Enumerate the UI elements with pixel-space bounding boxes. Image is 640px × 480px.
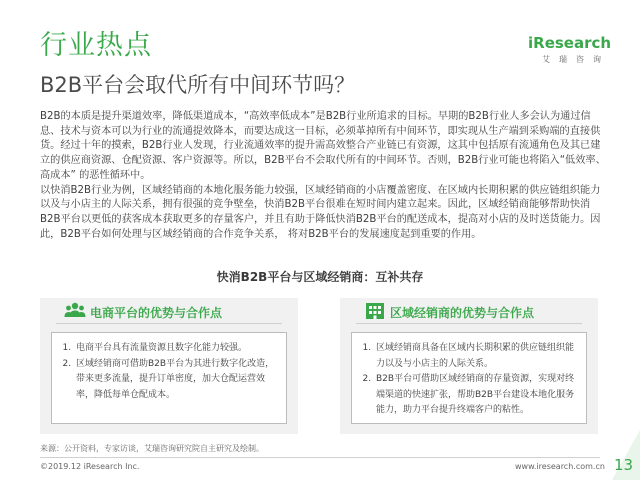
ecommerce-panel bbox=[40, 298, 298, 434]
distributor-panel-title: 区域经销商的优势与合作点 bbox=[390, 306, 535, 320]
section-heading: 快消B2B平台与区域经销商：互补共存 bbox=[216, 270, 424, 284]
page-number: 13 bbox=[614, 456, 634, 474]
ecommerce-card bbox=[51, 332, 287, 424]
ecommerce-list bbox=[60, 341, 278, 403]
ecommerce-panel-title: 电商平台的优势与合作点 bbox=[90, 306, 223, 320]
iresearch-logo bbox=[528, 34, 612, 65]
body-paragraph: 以快消B2B行业为例，区域经销商的本地化服务能力较强，区域经销商的小店覆盖密度、在区域内长期积累的供应链组织能力以及与小店主的人际关系，拥有很强的竞争壁垒，快消B2B平台很难在短时间内建立起来。因此，区域经销商能够帮助快消B2B平台以更低的获客成本获取更多的存量客户，并且有助于降低快消B2B平台的配送成本，提高对小店的及时送货能力。因此，B2B平台如何处理与区域经销商的合作竞争关系， 将对B2B平台的发展速度起到重要的作用。 bbox=[40, 184, 601, 240]
panel-divider bbox=[56, 323, 282, 324]
website-link[interactable]: www.iresearch.com.cn bbox=[515, 462, 605, 471]
list-item: 1. 电商平台具有流量资源且数字化能力较强。 bbox=[74, 341, 278, 357]
people-group-icon bbox=[64, 301, 86, 321]
building-icon bbox=[364, 301, 386, 321]
copyright-text: ©2019.12 iResearch Inc. bbox=[40, 462, 140, 471]
body-text bbox=[40, 110, 606, 242]
logo-brand: iResearch bbox=[528, 34, 612, 52]
footer-divider bbox=[40, 457, 600, 458]
list-item: 1. 区域经销商具备在区域内长期积累的供应链组织能力以及与小店主的人际关系。 bbox=[374, 341, 578, 372]
page-title: 行业热点 bbox=[40, 30, 152, 61]
panel-header bbox=[340, 298, 598, 324]
list-item: 2. 区域经销商可借助B2B平台为其进行数字化改造，带来更多流量，提升订单密度，加大仓配运营效率，降低每单仓配成本。 bbox=[74, 357, 278, 404]
panel-divider bbox=[356, 323, 582, 324]
body-paragraph: B2B的本质是提升渠道效率，降低渠道成本，“高效率低成本”是B2B行业所追求的目标。早期的B2B行业人多会认为通过信息、技术与资本可以为行业的流通提效降本，而要达成这一目标，必须革掉所有中间环节，即实现从生产端到采购端的直接供货。经过十年的摸索，B2B行业人发现，行业流通效率的提升需高效整合产业链已有资源，这其中包括原有流通角色及其已建立的供应商资源、仓配资源、客户资源等。所以，B2B平台不会取代所有的中间环节。否则，B2B行业可能也将陷入“低效率、高成本” 的恶性循环中。 bbox=[40, 111, 606, 181]
logo-tagline: 艾瑞咨询 bbox=[542, 55, 610, 64]
page-subtitle: B2B平台会取代所有中间环节吗？ bbox=[40, 73, 356, 97]
distributor-card bbox=[351, 332, 587, 424]
panel-header bbox=[40, 298, 298, 324]
source-note: 来源：公开资料，专家访谈，艾瑞咨询研究院自主研究及绘制。 bbox=[40, 444, 264, 453]
list-item: 2. B2B平台可借助区域经销商的存量资源，实现对终端渠道的快速扩张，帮助B2B平台建设本地化服务能力，助力平台提升终端客户的粘性。 bbox=[374, 372, 578, 419]
distributor-panel bbox=[340, 298, 598, 434]
distributor-list bbox=[360, 341, 578, 419]
